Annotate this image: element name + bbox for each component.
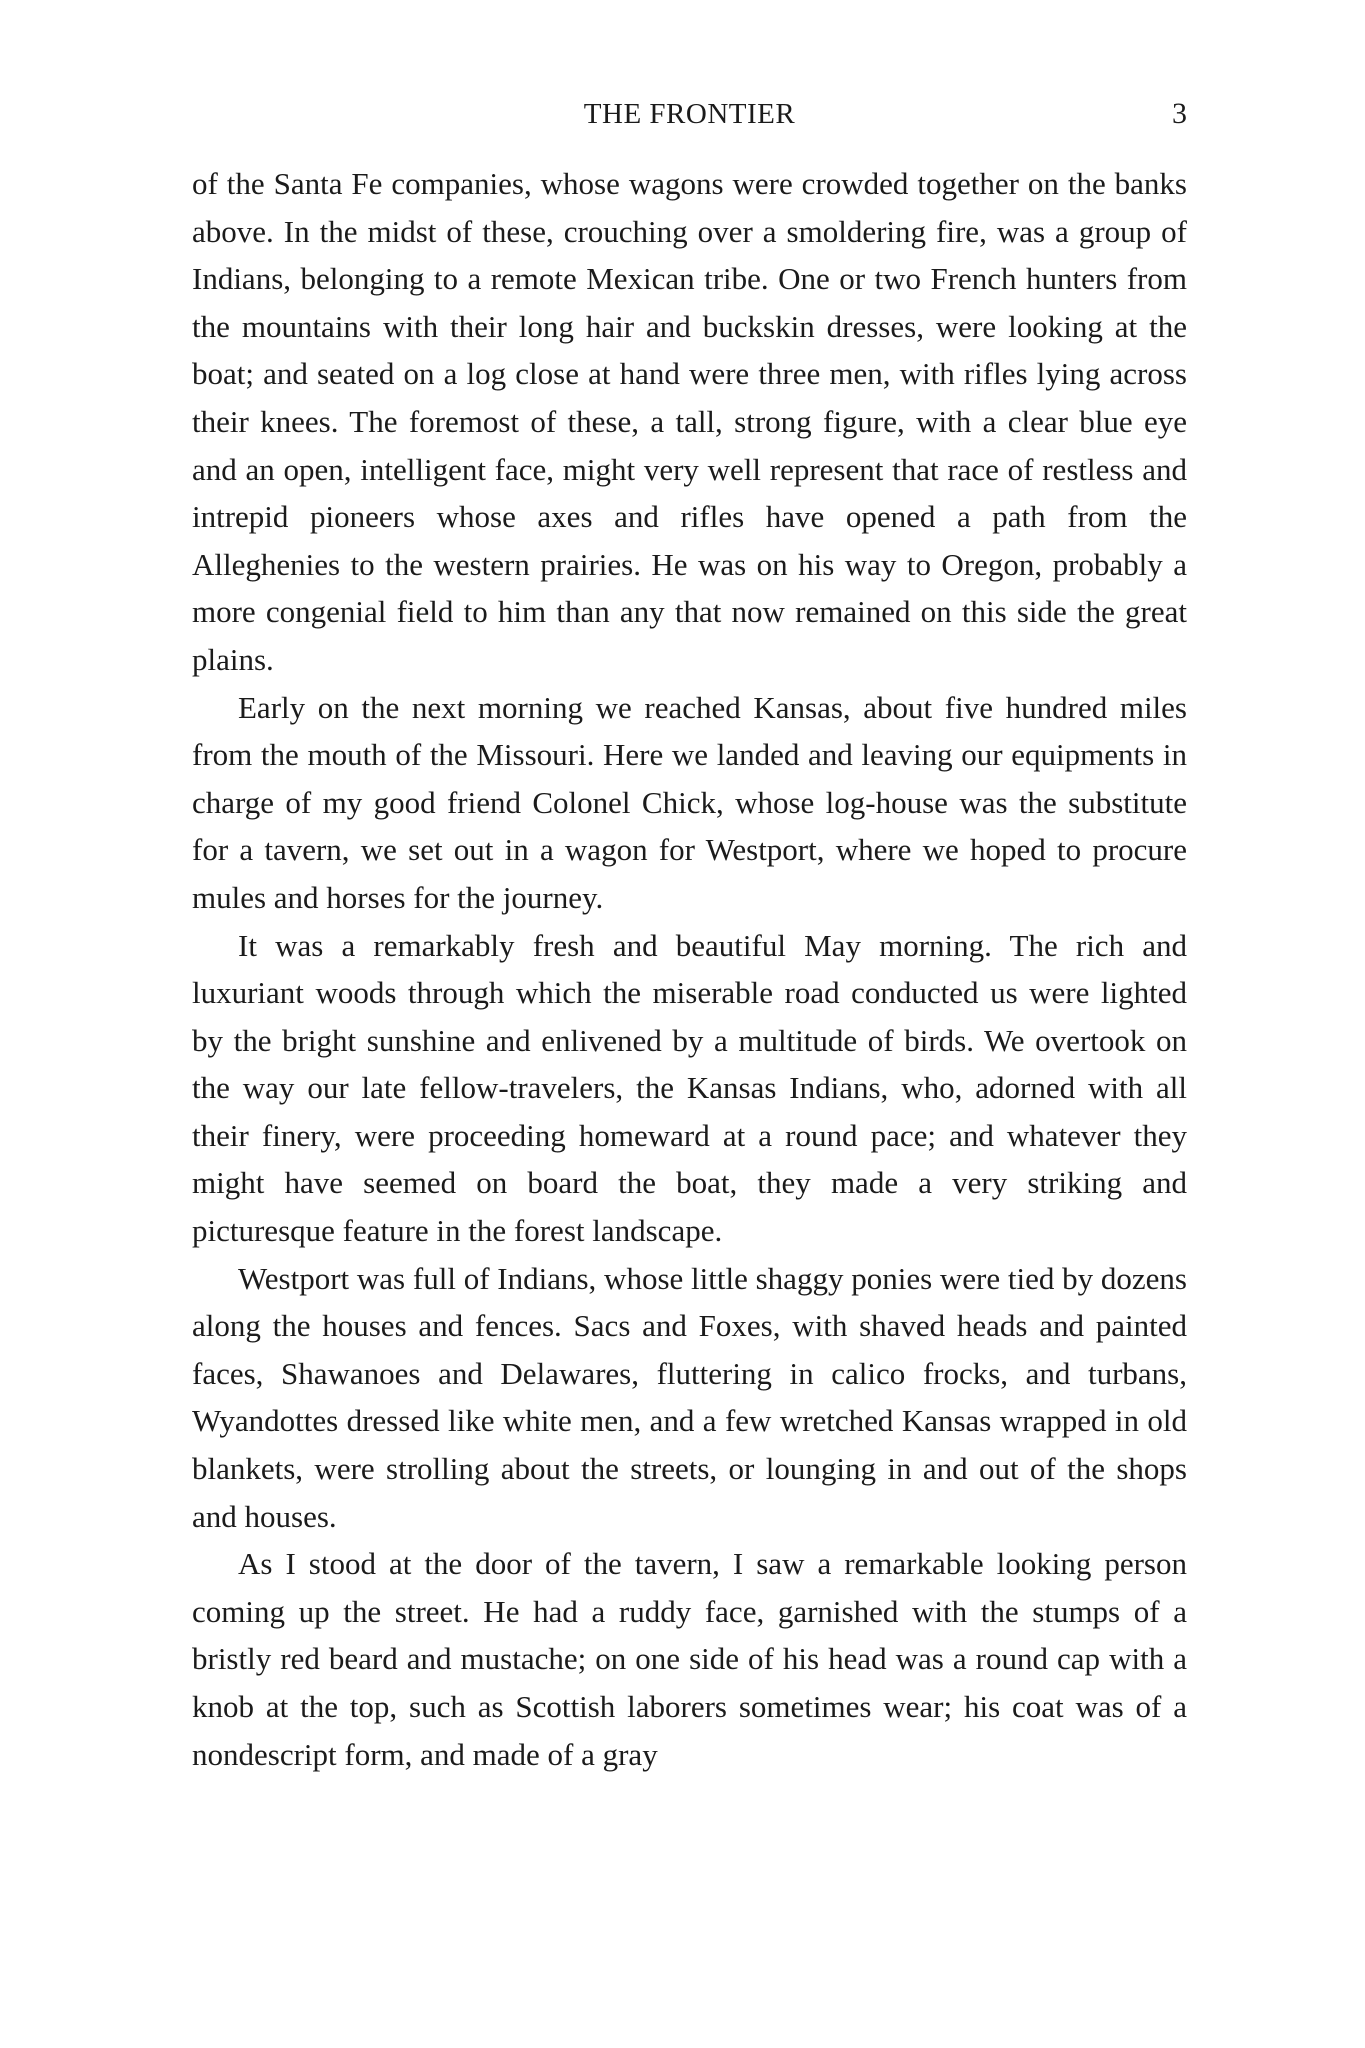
paragraph: As I stood at the door of the tavern, I saw a remarkable looking person coming up the street. He had a ruddy face, garnished with the stumps of a bristly red beard and mustache; on one side of his head was a round cap with a knob at the top, such as Scottish laborers sometimes wear; his coat was of a nondescript form, and made of a gray: [192, 1546, 1187, 1772]
running-head: THE FRONTIER: [583, 98, 796, 130]
paragraph: It was a remarkably fresh and beautiful May morning. The rich and luxuriant woods through which the miserable road conducted us were lighted by the bright sunshine and enlivened by a multitude of birds. We overtook on the way our late fellow-travelers, the Kansas Indians, who, adorned with all their finery, were proceeding homeward at a round pace; and whatever they might have seemed on board the boat, they made a very striking and picturesque feature in the forest landscape.: [192, 927, 1187, 1249]
body-text: [192, 160, 1187, 1778]
paragraph: Early on the next morning we reached Kansas, about five hundred miles from the mouth of the Missouri. Here we landed and leaving our equipments in charge of my good friend Colonel Chick, whose log-house was the substitute for a tavern, we set out in a wagon for Westport, where we hoped to procure mules and horses for the journey.: [192, 689, 1187, 915]
page-header: [192, 92, 1187, 136]
paragraph-continued: of the Santa Fe companies, whose wagons were crowded together on the banks above. In the midst of these, crouching over a smoldering fire, was a group of Indians, belonging to a remote Mexican tribe. One or two French hunters from the mountains with their long hair and buckskin dresses, were looking at the boat; and seated on a log close at hand were three men, with rifles lying across their knees. The foremost of these, a tall, strong figure, with a clear blue eye and an open, intelligent face, might very well represent that race of restless and intrepid pioneers whose axes and rifles have opened a path from the Alleghenies to the western prairies. He was on his way to Oregon, probably a more congenial field to him than any that now remained on this side the great plains.: [192, 166, 1187, 677]
paragraph: Westport was full of Indians, whose little shaggy ponies were tied by dozens along the houses and fences. Sacs and Foxes, with shaved heads and painted faces, Shawanoes and Delawares, fluttering in calico frocks, and turbans, Wyandottes dressed like white men, and a few wretched Kansas wrapped in old blankets, were strolling about the streets, or lounging in and out of the shops and houses.: [192, 1260, 1187, 1534]
page-number: 3: [1172, 97, 1187, 130]
